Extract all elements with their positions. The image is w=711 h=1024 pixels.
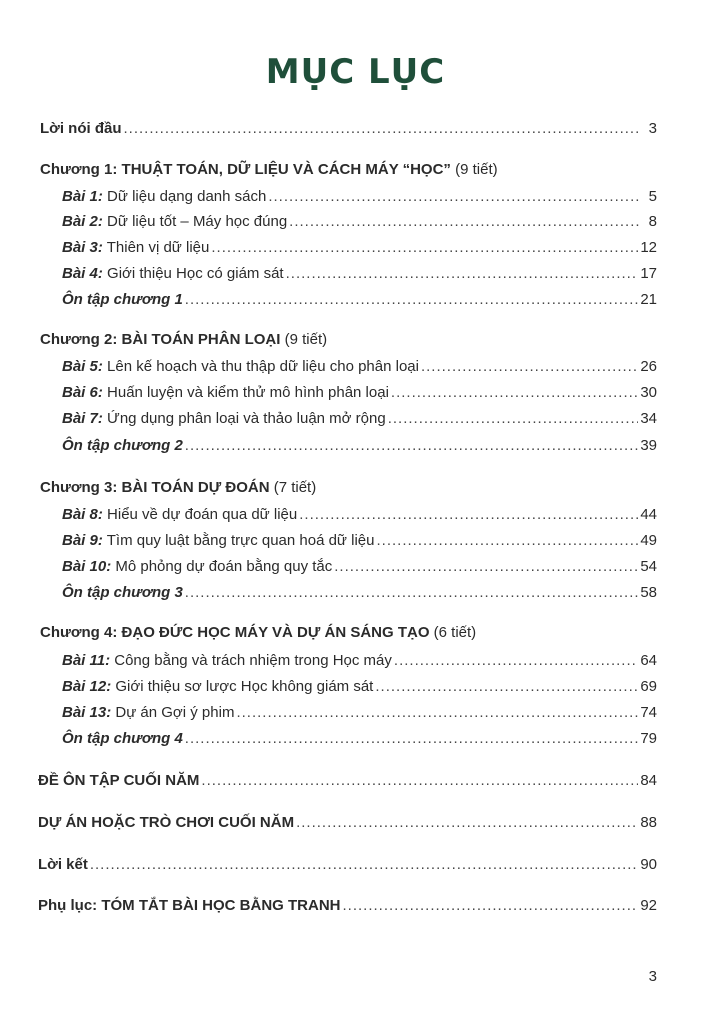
chapter-periods: (9 tiết) <box>280 331 328 348</box>
dot-leader <box>377 532 639 550</box>
dot-leader <box>90 856 638 874</box>
entry-page: 34 <box>640 410 657 427</box>
lesson-number: Bài 12: <box>62 678 112 695</box>
lesson-title: Dữ liệu tốt – Máy học đúng <box>102 213 288 230</box>
page-title: MỤC LỤC <box>265 52 446 92</box>
entry-page: 26 <box>640 358 657 375</box>
toc-entry-epilogue <box>38 856 657 874</box>
entry-page: 17 <box>640 265 657 282</box>
dot-leader <box>334 558 638 576</box>
appendix-name: TÓM TẮT BÀI HỌC BẰNG TRANH <box>101 897 341 914</box>
entry-page: 84 <box>640 772 657 789</box>
entry-page: 58 <box>640 584 657 601</box>
entry-page: 74 <box>640 704 657 721</box>
lesson-number: Bài 10: <box>62 558 112 575</box>
dot-leader <box>421 358 638 376</box>
entry-label: ĐỀ ÔN TẬP CUỐI NĂM <box>38 772 200 789</box>
lesson-number: Bài 5: <box>62 358 103 375</box>
lesson-number: Bài 8: <box>62 506 103 523</box>
lesson-title: Giới thiệu Học có giám sát <box>102 265 284 282</box>
dot-leader <box>286 265 639 283</box>
toc-entry-review <box>62 437 657 455</box>
dot-leader <box>124 120 642 138</box>
chapter-prefix: Chương 2: <box>40 331 122 348</box>
lesson-number: Bài 13: <box>62 704 112 721</box>
toc-entry-final-project <box>38 814 657 832</box>
entry-page: 69 <box>640 678 657 695</box>
lesson-number: Bài 2: <box>62 213 103 230</box>
entry-page: 39 <box>640 437 657 454</box>
entry-page: 49 <box>640 532 657 549</box>
toc-entry-lesson <box>62 678 657 696</box>
lesson-number: Bài 6: <box>62 384 103 401</box>
toc-entry-lesson <box>62 652 657 670</box>
entry-page: 88 <box>640 814 657 831</box>
toc-entry-lesson <box>62 410 657 428</box>
page-number: 3 <box>648 968 657 985</box>
toc-entry-lesson <box>62 239 657 257</box>
chapter-heading-4 <box>40 624 476 642</box>
chapter-periods: (6 tiết) <box>429 624 477 641</box>
toc-entry-lesson <box>62 213 657 231</box>
entry-page: 54 <box>640 558 657 575</box>
toc-entry-lesson <box>62 532 657 550</box>
entry-page: 3 <box>648 120 657 137</box>
chapter-name: THUẬT TOÁN, DỮ LIỆU VÀ CÁCH MÁY “HỌC” <box>121 161 451 178</box>
toc-entry-final-review <box>38 772 657 790</box>
lesson-title: Dự án Gợi ý phim <box>111 704 235 721</box>
entry-page: 30 <box>640 384 657 401</box>
entry-page: 64 <box>640 652 657 669</box>
toc-entry-review <box>62 291 657 309</box>
lesson-number: Bài 11: <box>62 652 111 669</box>
lesson-title: Huấn luyện và kiểm thử mô hình phân loại <box>102 384 389 401</box>
dot-leader <box>185 291 639 309</box>
chapter-heading-1 <box>40 161 498 179</box>
review-label: Ôn tập chương 2 <box>62 437 183 454</box>
lesson-number: Bài 1: <box>62 188 103 205</box>
entry-page: 12 <box>640 239 657 256</box>
lesson-title: Dữ liệu dạng danh sách <box>102 188 267 205</box>
review-label: Ôn tập chương 4 <box>62 730 183 747</box>
chapter-periods: (9 tiết) <box>450 161 498 178</box>
chapter-prefix: Chương 3: <box>40 479 122 496</box>
lesson-title: Tìm quy luật bằng trực quan hoá dữ liệu <box>102 532 375 549</box>
entry-label: Lời nói đầu <box>40 120 122 137</box>
dot-leader <box>388 410 639 428</box>
dot-leader <box>185 730 639 748</box>
dot-leader <box>299 506 638 524</box>
lesson-number: Bài 9: <box>62 532 103 549</box>
chapter-name: ĐẠO ĐỨC HỌC MÁY VÀ DỰ ÁN SÁNG TẠO <box>121 624 430 641</box>
toc-entry-lesson <box>62 384 657 402</box>
chapter-prefix: Chương 1: <box>40 161 122 178</box>
lesson-title: Giới thiệu sơ lược Học không giám sát <box>111 678 374 695</box>
toc-entry-lesson <box>62 704 657 722</box>
lesson-title: Ứng dụng phân loại và thảo luận mở rộng <box>102 410 386 427</box>
chapter-heading-2 <box>40 331 327 349</box>
entry-page: 79 <box>640 730 657 747</box>
lesson-title: Công bằng và trách nhiệm trong Học máy <box>110 652 392 669</box>
toc-entry-review <box>62 584 657 602</box>
dot-leader <box>394 652 638 670</box>
entry-page: 92 <box>640 897 657 914</box>
entry-label: DỰ ÁN HOẶC TRÒ CHƠI CUỐI NĂM <box>38 814 295 831</box>
entry-page: 21 <box>640 291 657 308</box>
dot-leader <box>201 772 638 790</box>
chapter-periods: (7 tiết) <box>269 479 317 496</box>
toc-entry-lesson <box>62 558 657 576</box>
dot-leader <box>296 814 638 832</box>
toc-entry-preface <box>40 120 657 138</box>
dot-leader <box>343 897 639 915</box>
dot-leader <box>185 437 639 455</box>
review-label: Ôn tập chương 3 <box>62 584 183 601</box>
lesson-title: Mô phỏng dự đoán bằng quy tắc <box>111 558 333 575</box>
entry-page: 5 <box>648 188 657 205</box>
appendix-prefix: Phụ lục: <box>38 897 102 914</box>
dot-leader <box>391 384 638 402</box>
review-label: Ôn tập chương 1 <box>62 291 183 308</box>
entry-page: 44 <box>640 506 657 523</box>
lesson-number: Bài 4: <box>62 265 103 282</box>
toc-entry-lesson <box>62 265 657 283</box>
lesson-title: Thiên vị dữ liệu <box>102 239 210 256</box>
entry-page: 8 <box>648 213 657 230</box>
toc-entry-lesson <box>62 188 657 206</box>
entry-label: Lời kết <box>38 856 88 873</box>
lesson-title: Lên kế hoạch và thu thập dữ liệu cho phân loại <box>102 358 419 375</box>
dot-leader <box>211 239 638 257</box>
toc-entry-appendix <box>38 897 657 915</box>
dot-leader <box>289 213 641 231</box>
dot-leader <box>375 678 638 696</box>
toc-entry-lesson <box>62 358 657 376</box>
chapter-name: BÀI TOÁN PHÂN LOẠI <box>121 331 281 348</box>
dot-leader <box>236 704 638 722</box>
toc-entry-review <box>62 730 657 748</box>
dot-leader <box>185 584 639 602</box>
toc-entry-lesson <box>62 506 657 524</box>
entry-page: 90 <box>640 856 657 873</box>
chapter-prefix: Chương 4: <box>40 624 122 641</box>
lesson-number: Bài 3: <box>62 239 103 256</box>
chapter-heading-3 <box>40 479 316 497</box>
chapter-name: BÀI TOÁN DỰ ĐOÁN <box>121 479 270 496</box>
lesson-title: Hiểu về dự đoán qua dữ liệu <box>102 506 298 523</box>
dot-leader <box>268 188 641 206</box>
lesson-number: Bài 7: <box>62 410 103 427</box>
